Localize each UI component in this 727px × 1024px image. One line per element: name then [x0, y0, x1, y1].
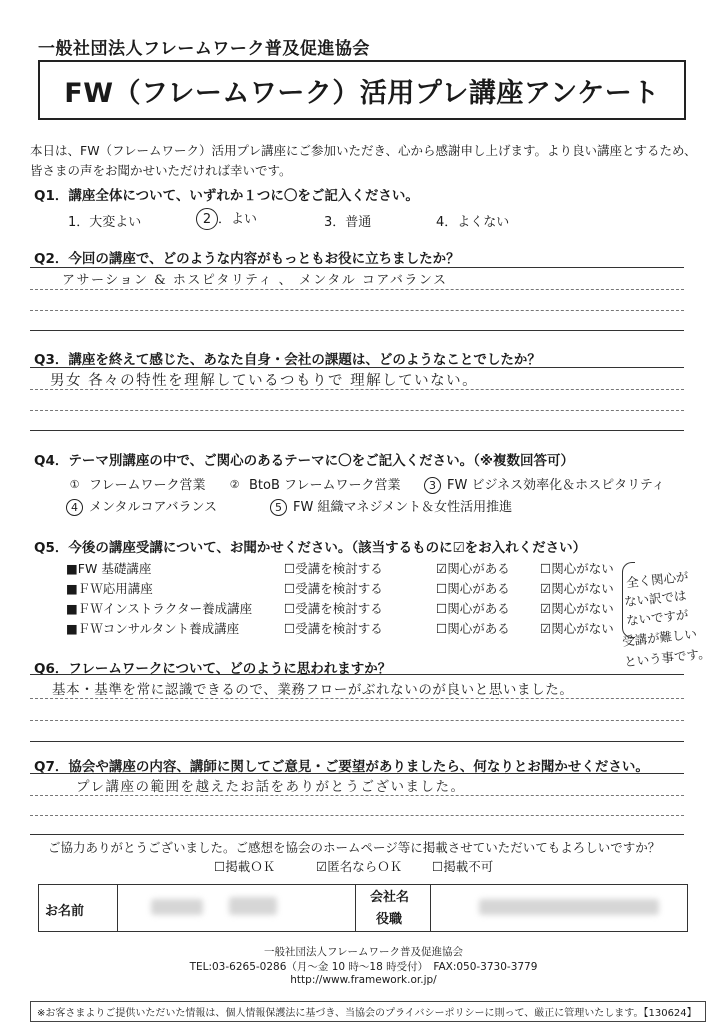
handwritten-note-line: 全く関心が [625, 568, 690, 591]
q5-course-label: ■FW 基礎講座 [66, 561, 152, 576]
q5-consider-checkbox[interactable]: ☐受講を検討する [284, 621, 383, 636]
q4-option-4[interactable] [66, 496, 217, 516]
q5-course-label: ■ＦＷインストラクター養成講座 [66, 601, 253, 616]
q3-answer-box[interactable] [30, 367, 684, 431]
handwritten-note-line: ない訳では [623, 587, 688, 610]
q7-answer-box[interactable] [30, 773, 684, 835]
q5-consider-checkbox[interactable]: ☐受講を検討する [284, 581, 383, 596]
q1-option-2[interactable] [196, 208, 257, 230]
q2-question: Q2．今回の講座で、どのような内容がもっともお役に立ちましたか？ [34, 251, 460, 267]
organization-name: 一般社団法人フレームワーク普及促進協会 [38, 39, 370, 59]
q5-nointerest-checkbox[interactable]: ☑関心がない [540, 581, 614, 596]
name-label-cell [39, 885, 118, 931]
selected-circle-mark: 4 [66, 499, 83, 516]
redacted-name-part [229, 897, 277, 915]
handwritten-note-line: 受講が難しい [621, 626, 698, 649]
q5-interest-checkbox[interactable]: ☐関心がある [436, 601, 510, 616]
q4-question: Q4．テーマ別講座の中で、ご関心のあるテーマに〇をご記入ください。（※複数回答可） [34, 453, 574, 469]
q2-handwritten-answer: アサーション & ホスピタリティ 、 メンタル コアバランス [62, 273, 448, 288]
redacted-company [479, 899, 659, 915]
q5-row [66, 559, 626, 579]
q5-nointerest-checkbox[interactable]: ☑関心がない [540, 621, 614, 636]
q3-question: Q3．講座を終えて感じた、あなた自身・会社の課題は、どのようなことでしたか？ [34, 352, 541, 368]
q4-option-3[interactable] [424, 474, 665, 494]
q1-option-4[interactable]: 4．よくない [436, 215, 510, 230]
q1-option-1[interactable]: 1．大変よい [68, 215, 142, 230]
consent-option-checkbox[interactable]: ☐掲載不可 [432, 859, 494, 874]
q4-option-5[interactable] [270, 496, 512, 516]
q4-option-1[interactable] [66, 474, 205, 494]
company-label: 会社名 [370, 890, 410, 905]
q6-answer-box[interactable] [30, 674, 684, 742]
name-label: お名前 [45, 904, 85, 919]
q5-question: Q5．今後の講座受講について、お聞かせください。（該当するものに☑をお入れください） [34, 540, 587, 556]
q5-interest-checkbox[interactable]: ☐関心がある [436, 621, 510, 636]
q4-option-num: ② [229, 478, 240, 491]
q5-row [66, 619, 626, 639]
q1-option-3[interactable]: 3．普通 [324, 215, 372, 230]
q4-option-label: BtoB フレームワーク営業 [249, 478, 401, 493]
q3-handwritten-answer: 男女 各々の特性を理解しているつもりで 理解していない。 [50, 373, 479, 389]
answer-line [30, 720, 684, 721]
name-field[interactable] [117, 885, 355, 931]
selected-circle-mark: 2 [196, 208, 218, 230]
q5-row [66, 599, 626, 619]
consent-option-checkbox[interactable]: ☑匿名ならＯＫ [316, 859, 403, 874]
q6-question: Q6．フレームワークについて、どのように思われますか？ [34, 661, 392, 677]
redacted-name-part [151, 899, 203, 915]
footer-org: 一般社団法人フレームワーク普及促進協会 [263, 946, 464, 958]
q7-question: Q7．協会や講座の内容、講師に関してご意見・ご要望がありましたら、何なりとお聞かせください。 [34, 759, 649, 775]
footer-url[interactable]: http://www.framework.or.jp/ [290, 974, 437, 986]
q5-row [66, 579, 626, 599]
q7-handwritten-answer: プレ講座の範囲を越えたお話をありがとうございました。 [76, 779, 466, 795]
q1-question: Q1．講座全体について、いずれか１つに〇をご記入ください。 [34, 188, 419, 204]
q5-interest-checkbox[interactable]: ☑関心がある [436, 561, 510, 576]
q4-option-label: フレームワーク営業 [89, 478, 206, 493]
selected-circle-mark: 5 [270, 499, 287, 516]
q6-handwritten-answer: 基本・基準を常に認識できるので、業務フローがぶれないのが良いと思いました。 [52, 682, 574, 698]
answer-line [30, 410, 684, 411]
q2-answer-box[interactable] [30, 267, 684, 331]
q4-option-num: ① [69, 478, 80, 491]
consent-question: ご協力ありがとうございました。ご感想を協会のホームページ等に掲載させていただいてもよろしいですか？ [48, 840, 661, 855]
q4-option-label: メンタルコアバランス [89, 500, 218, 515]
q5-course-label: ■ＦＷ応用講座 [66, 581, 153, 596]
respondent-info-table [38, 884, 688, 932]
answer-line [30, 815, 684, 816]
answer-line [30, 698, 684, 699]
q1-option-2-label: ．よい [218, 212, 258, 227]
handwritten-note-line: という事です。 [623, 645, 712, 670]
q5-nointerest-checkbox[interactable]: ☐関心がない [540, 561, 614, 576]
handwritten-note-line: ないですが [625, 606, 690, 629]
answer-line [30, 795, 684, 796]
q4-option-label: FW 組織マネジメント＆女性活用推進 [293, 500, 513, 515]
consent-option-checkbox[interactable]: ☐掲載ＯＫ [214, 859, 276, 874]
q5-course-label: ■ＦＷコンサルタント養成講座 [66, 621, 240, 636]
q5-nointerest-checkbox[interactable]: ☑関心がない [540, 601, 614, 616]
position-label: 役職 [376, 912, 403, 927]
q5-consider-checkbox[interactable]: ☐受講を検討する [284, 561, 383, 576]
answer-line [30, 310, 684, 311]
intro-text: 本日は、FW（フレームワーク）活用プレ講座にご参加いただき、心から感謝申し上げます。より良い講座とするため、皆さまの声をお聞かせいただければ幸いです。 [30, 143, 697, 178]
q4-option-label: FW ビジネス効率化＆ホスピタリティ [447, 478, 665, 493]
page-title: FW（フレームワーク）活用プレ講座アンケート [64, 77, 660, 109]
q5-consider-checkbox[interactable]: ☐受講を検討する [284, 601, 383, 616]
company-field[interactable] [429, 885, 687, 931]
company-label-cell [355, 885, 431, 931]
title-box [38, 60, 686, 120]
selected-circle-mark: 3 [424, 477, 441, 494]
footer-contact: TEL:03-6265-0286（月～金 10 時～18 時受付） FAX:050-3730-3779 [189, 961, 538, 973]
q4-option-2[interactable] [226, 474, 401, 494]
answer-line [30, 289, 684, 290]
privacy-notice: ※お客さまよりご提供いただいた情報は、個人情報保護法に基づき、当協会のプライバシーポリシーに則って、厳正に管理いたします。【130624】 [30, 1001, 706, 1022]
q5-interest-checkbox[interactable]: ☐関心がある [436, 581, 510, 596]
